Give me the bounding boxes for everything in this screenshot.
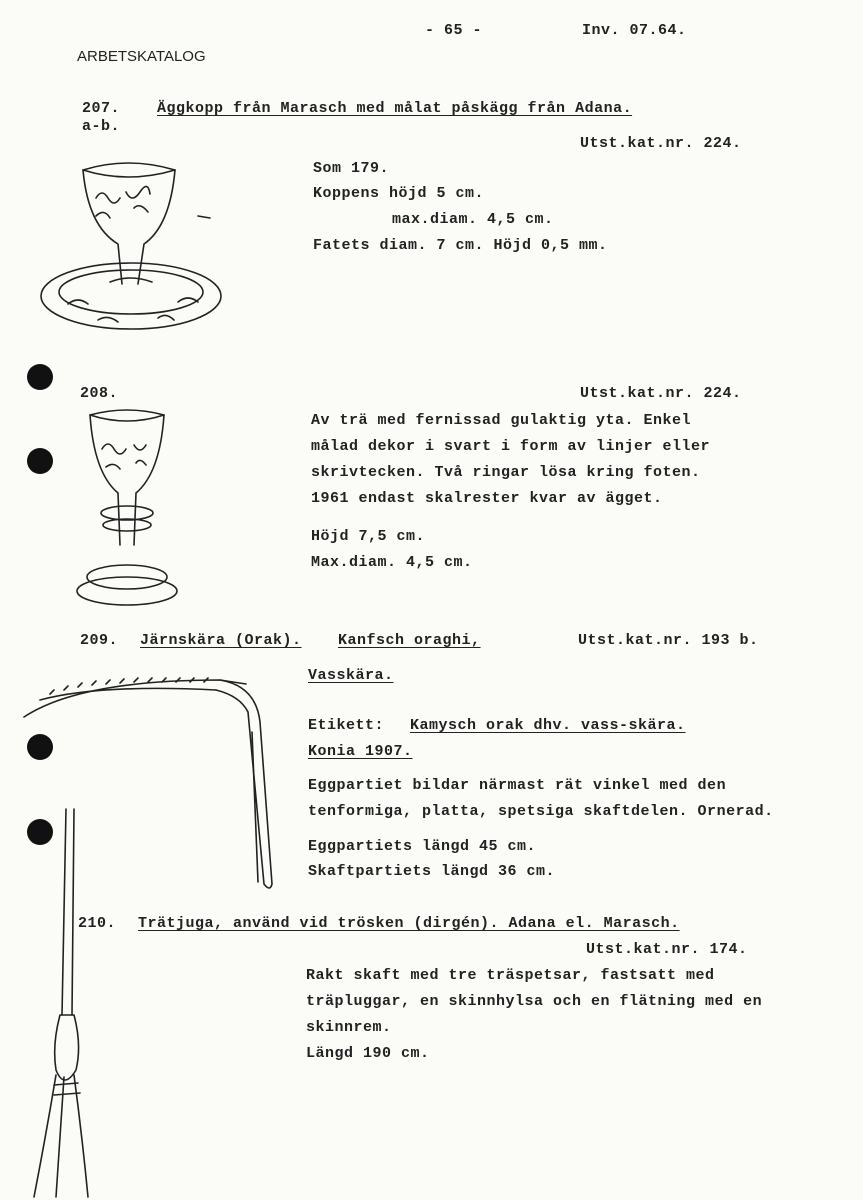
desc-line: Eggpartiet bildar närmast rät vinkel med den [308,777,727,794]
desc-line: skinnrem. [306,1019,392,1036]
desc-line: Som 179. [313,160,390,177]
desc-line: Koppens höjd 5 cm. [313,185,485,202]
desc-line: Rakt skaft med tre träspetsar, fastsatt med [306,967,715,984]
desc-line: Skaftpartiets längd 36 cm. [308,863,556,880]
desc-line: Höjd 7,5 cm. [311,528,426,545]
exhibit-ref: Utst.kat.nr. 224. [580,135,742,152]
entry-sub-number: a-b. [82,118,121,135]
label-prefix: Etikett: [308,717,385,734]
desc-line: målad dekor i svart i form av linjer eller [311,438,711,455]
desc-line: träpluggar, en skinnhylsa och en flätning med en [306,993,763,1010]
desc-line: Fatets diam. 7 cm. Höjd 0,5 mm. [313,237,608,254]
exhibit-ref: Utst.kat.nr. 193 b. [578,632,759,649]
wooden-egg-cup-sketch [72,405,182,610]
entry-title: Järnskära (Orak). [140,632,302,649]
entry-title: Trätjuga, använd vid trösken (dirgén). Adana el. Marasch. [138,915,680,932]
entry-number: 208. [80,385,119,402]
desc-line: Eggpartiets längd 45 cm. [308,838,537,855]
desc-line: 1961 endast skalrester kvar av ägget. [311,490,663,507]
desc-line: Av trä med fernissad gulaktig yta. Enkel [311,412,692,429]
wooden-pitchfork-sketch [26,805,116,1200]
inventory-number: Inv. 07.64. [582,22,687,39]
entry-number: 210. [78,915,117,932]
entry-number: 209. [80,632,119,649]
punch-hole [27,448,53,474]
exhibit-ref: Utst.kat.nr. 174. [586,941,748,958]
exhibit-ref: Utst.kat.nr. 224. [580,385,742,402]
entry-number: 207. [82,100,121,117]
label-place: Konia 1907. [308,743,413,760]
punch-hole [27,364,53,390]
page-number: - 65 - [425,22,483,39]
desc-line: skrivtecken. Två ringar lösa kring foten. [311,464,701,481]
entry-title: Äggkopp från Marasch med målat påskägg från Adana. [157,100,633,117]
entry-subtitle: Vasskära. [308,667,394,684]
entry-title-alt: Kanfsch oraghi, [338,632,481,649]
catalog-label: ARBETSKATALOG [77,48,206,65]
desc-line: Längd 190 cm. [306,1045,430,1062]
desc-line: tenformiga, platta, spetsiga skaftdelen. Ornerad. [308,803,774,820]
label-text: Kamysch orak dhv. vass-skära. [410,717,686,734]
desc-line: max.diam. 4,5 cm. [392,211,554,228]
desc-line: Max.diam. 4,5 cm. [311,554,473,571]
egg-cup-with-saucer-sketch [38,158,228,338]
